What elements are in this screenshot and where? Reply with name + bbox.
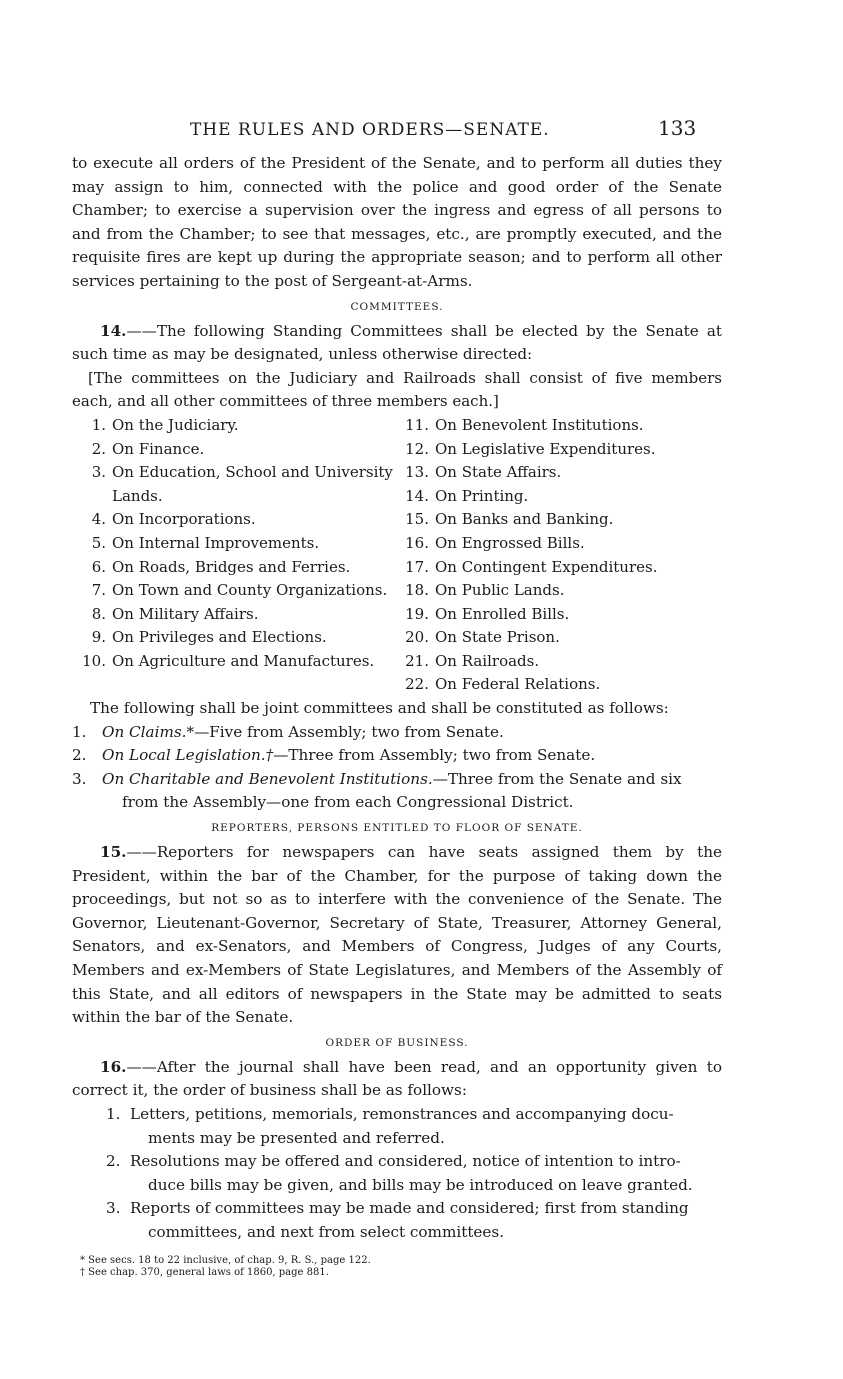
committee-item	[72, 532, 395, 556]
committee-number: 20.	[405, 628, 429, 647]
committee-item	[395, 414, 722, 438]
business-item-continuation: ments may be presented and referred.	[148, 1128, 445, 1147]
rule-16-number: 16.	[100, 1057, 127, 1076]
committee-number: 21.	[405, 651, 429, 670]
rule-15-number: 15.	[100, 843, 127, 862]
committee-number: 19.	[405, 604, 429, 623]
joint-committee-name: On Charitable and Benevolent Institutions.	[102, 769, 433, 788]
committee-item	[395, 556, 722, 580]
committee-item	[72, 579, 395, 603]
joint-committee-text: —Three from Assembly; two from Senate.	[273, 746, 596, 765]
committee-number: 22.	[405, 675, 429, 694]
rule-16	[72, 1056, 722, 1103]
committee-number: 9.	[91, 628, 106, 647]
business-item	[106, 1197, 722, 1244]
committee-item	[395, 650, 722, 674]
committees-heading: COMMITTEES.	[350, 300, 444, 313]
committee-size-note: [The committees on the Judiciary and Railroads shall consist of five members each, and all other committees of three members each.]	[72, 368, 722, 411]
committee-name: On Federal Relations.	[435, 675, 601, 694]
running-title: THE RULES AND ORDERS—SENATE.	[190, 120, 550, 140]
committee-name: On Privileges and Elections.	[112, 628, 327, 647]
committee-item	[395, 508, 722, 532]
standing-committees-right-column	[395, 414, 722, 697]
committee-name: On Public Lands.	[435, 581, 565, 600]
rule-16-text: After the journal shall have been read, and an opportunity given to correct it, the order of business shall be as follows:	[72, 1057, 722, 1100]
committee-number: 8.	[91, 604, 106, 623]
joint-committee-text: —Five from Assembly; two from Senate.	[194, 722, 504, 741]
committee-name: On Railroads.	[435, 651, 540, 670]
business-item	[106, 1103, 722, 1150]
committee-item	[395, 579, 722, 603]
committee-name: On Agriculture and Manufactures.	[112, 651, 375, 670]
business-item-number: 2.	[106, 1152, 121, 1171]
rule-14	[72, 320, 722, 367]
committee-name: On Printing.	[435, 486, 529, 505]
business-item-continuation: committees, and next from select committees.	[148, 1222, 505, 1241]
joint-committees-intro: The following shall be joint committees and shall be constituted as follows:	[90, 699, 669, 718]
rule-15	[72, 841, 722, 1030]
committee-item	[395, 438, 722, 462]
business-item-text: Reports of committees may be made and considered; first from standing	[130, 1199, 689, 1218]
committee-name: On Incorporations.	[112, 510, 256, 529]
committee-number: 15.	[405, 510, 429, 529]
rule-15-text: Reporters for newspapers can have seats assigned them by the President, within the bar of the Chamber, for the purpose of taking down the proceedings, but not so as to interfere with the convenience of the Senate. The Governor, Lieutenant-Governor, Secretary of State, Treasurer, Attorney General, Senators, and ex-Senators, and Members of Congress, Judges of any Courts, Members and ex-Members of State Legislatures, and Members of the Assembly of this State, and all editors of newspapers in the State may be admitted to seats within the bar of the Senate.	[72, 843, 722, 1027]
order-of-business-heading: ORDER OF BUSINESS.	[325, 1036, 469, 1049]
committee-item	[72, 626, 395, 650]
committee-number: 2.	[91, 439, 106, 458]
committee-name: On Internal Improvements.	[112, 533, 320, 552]
committee-name: On Roads, Bridges and Ferries.	[112, 557, 351, 576]
joint-committee-number: 1.	[72, 722, 87, 741]
committee-name: On State Prison.	[435, 628, 560, 647]
committee-number: 12.	[405, 439, 429, 458]
committee-number: 1.	[91, 415, 106, 434]
business-item-text: Letters, petitions, memorials, remonstrances and accompanying docu-	[130, 1104, 674, 1123]
footnote: † See chap. 370, general laws of 1860, page 881.	[80, 1266, 329, 1278]
committee-name: On Contingent Expenditures.	[435, 557, 658, 576]
joint-committee-name: On Claims.*	[102, 722, 195, 741]
committee-number: 4.	[91, 510, 106, 529]
committee-number: 3.	[91, 463, 106, 482]
committee-number: 6.	[91, 557, 106, 576]
committee-item	[72, 438, 395, 462]
rule-14-text: The following Standing Committees shall be elected by the Senate at such time as may be designated, unless otherwise directed:	[72, 321, 722, 364]
committee-name: On Education, School and University Lands.	[112, 463, 393, 505]
committee-name: On Enrolled Bills.	[435, 604, 570, 623]
business-item-continuation: duce bills may be given, and bills may be introduced on leave granted.	[148, 1175, 693, 1194]
committee-item	[72, 461, 395, 508]
page-number: 133	[658, 116, 697, 140]
joint-committee-continuation-text: from the Assembly—one from each Congressional District.	[122, 793, 574, 812]
committee-item	[72, 603, 395, 627]
standing-committees-left-column	[72, 414, 395, 697]
committee-number: 13.	[405, 463, 429, 482]
business-item-text: Resolutions may be offered and considered, notice of intention to intro-	[130, 1152, 681, 1171]
committee-number: 10.	[82, 651, 106, 670]
committee-number: 11.	[405, 415, 429, 434]
joint-committee-item	[72, 721, 722, 745]
committee-name: On Town and County Organizations.	[112, 581, 388, 600]
committee-item	[395, 461, 722, 485]
rule-16-dash: ——	[126, 1057, 157, 1076]
committee-number: 18.	[405, 581, 429, 600]
rule-14-dash: ——	[126, 321, 157, 340]
joint-committee-number: 3.	[72, 769, 87, 788]
committee-item	[72, 556, 395, 580]
joint-committee-text: —Three from the Senate and six	[432, 769, 682, 788]
committee-number: 7.	[91, 581, 106, 600]
footnotes	[72, 1255, 722, 1279]
committee-name: On Benevolent Institutions.	[435, 415, 644, 434]
joint-committee-number: 2.	[72, 746, 87, 765]
joint-committee-continuation	[72, 791, 722, 815]
committee-item	[395, 485, 722, 509]
committee-name: On Finance.	[112, 439, 205, 458]
rule-15-dash: ——	[126, 843, 157, 862]
committee-item	[395, 603, 722, 627]
committee-item	[395, 532, 722, 556]
committee-item	[72, 414, 395, 438]
committee-number: 5.	[91, 533, 106, 552]
standing-committees-list	[72, 414, 722, 697]
committee-item	[395, 673, 722, 697]
committee-number: 14.	[405, 486, 429, 505]
running-header	[72, 112, 722, 152]
committee-item	[72, 650, 395, 674]
business-item	[106, 1150, 722, 1197]
committee-number: 17.	[405, 557, 429, 576]
committee-name: On Military Affairs.	[112, 604, 259, 623]
rule-14-number: 14.	[100, 321, 127, 340]
committee-name: On the Judiciary.	[112, 415, 239, 434]
page	[72, 112, 722, 1279]
committee-item	[72, 508, 395, 532]
committee-name: On Banks and Banking.	[435, 510, 614, 529]
committee-name: On Legislative Expenditures.	[435, 439, 656, 458]
business-item-number: 1.	[106, 1104, 121, 1123]
business-item-number: 3.	[106, 1199, 121, 1218]
committee-name: On Engrossed Bills.	[435, 533, 585, 552]
joint-committee-name: On Local Legislation.†	[102, 746, 274, 765]
footnote: * See secs. 18 to 22 inclusive, of chap. 9, R. S., page 122.	[80, 1254, 371, 1266]
joint-committee-item	[72, 744, 722, 768]
opening-paragraph: to execute all orders of the President of the Senate, and to perform all duties they may assign to him, connected with the police and good order of the Senate Chamber; to exercise a supervision over the ingress and egress of all persons to and from the Chamber; to see that messages, etc., are promptly executed, and the requisite fires are kept up during the appropriate season; and to perform all other services pertaining to the post of Sergeant-at-Arms.	[72, 154, 722, 290]
committee-item	[395, 626, 722, 650]
reporters-heading: REPORTERS, PERSONS ENTITLED TO FLOOR OF SENATE.	[211, 822, 583, 835]
committee-number: 16.	[405, 533, 429, 552]
committee-name: On State Affairs.	[435, 463, 562, 482]
joint-committee-item	[72, 768, 722, 792]
